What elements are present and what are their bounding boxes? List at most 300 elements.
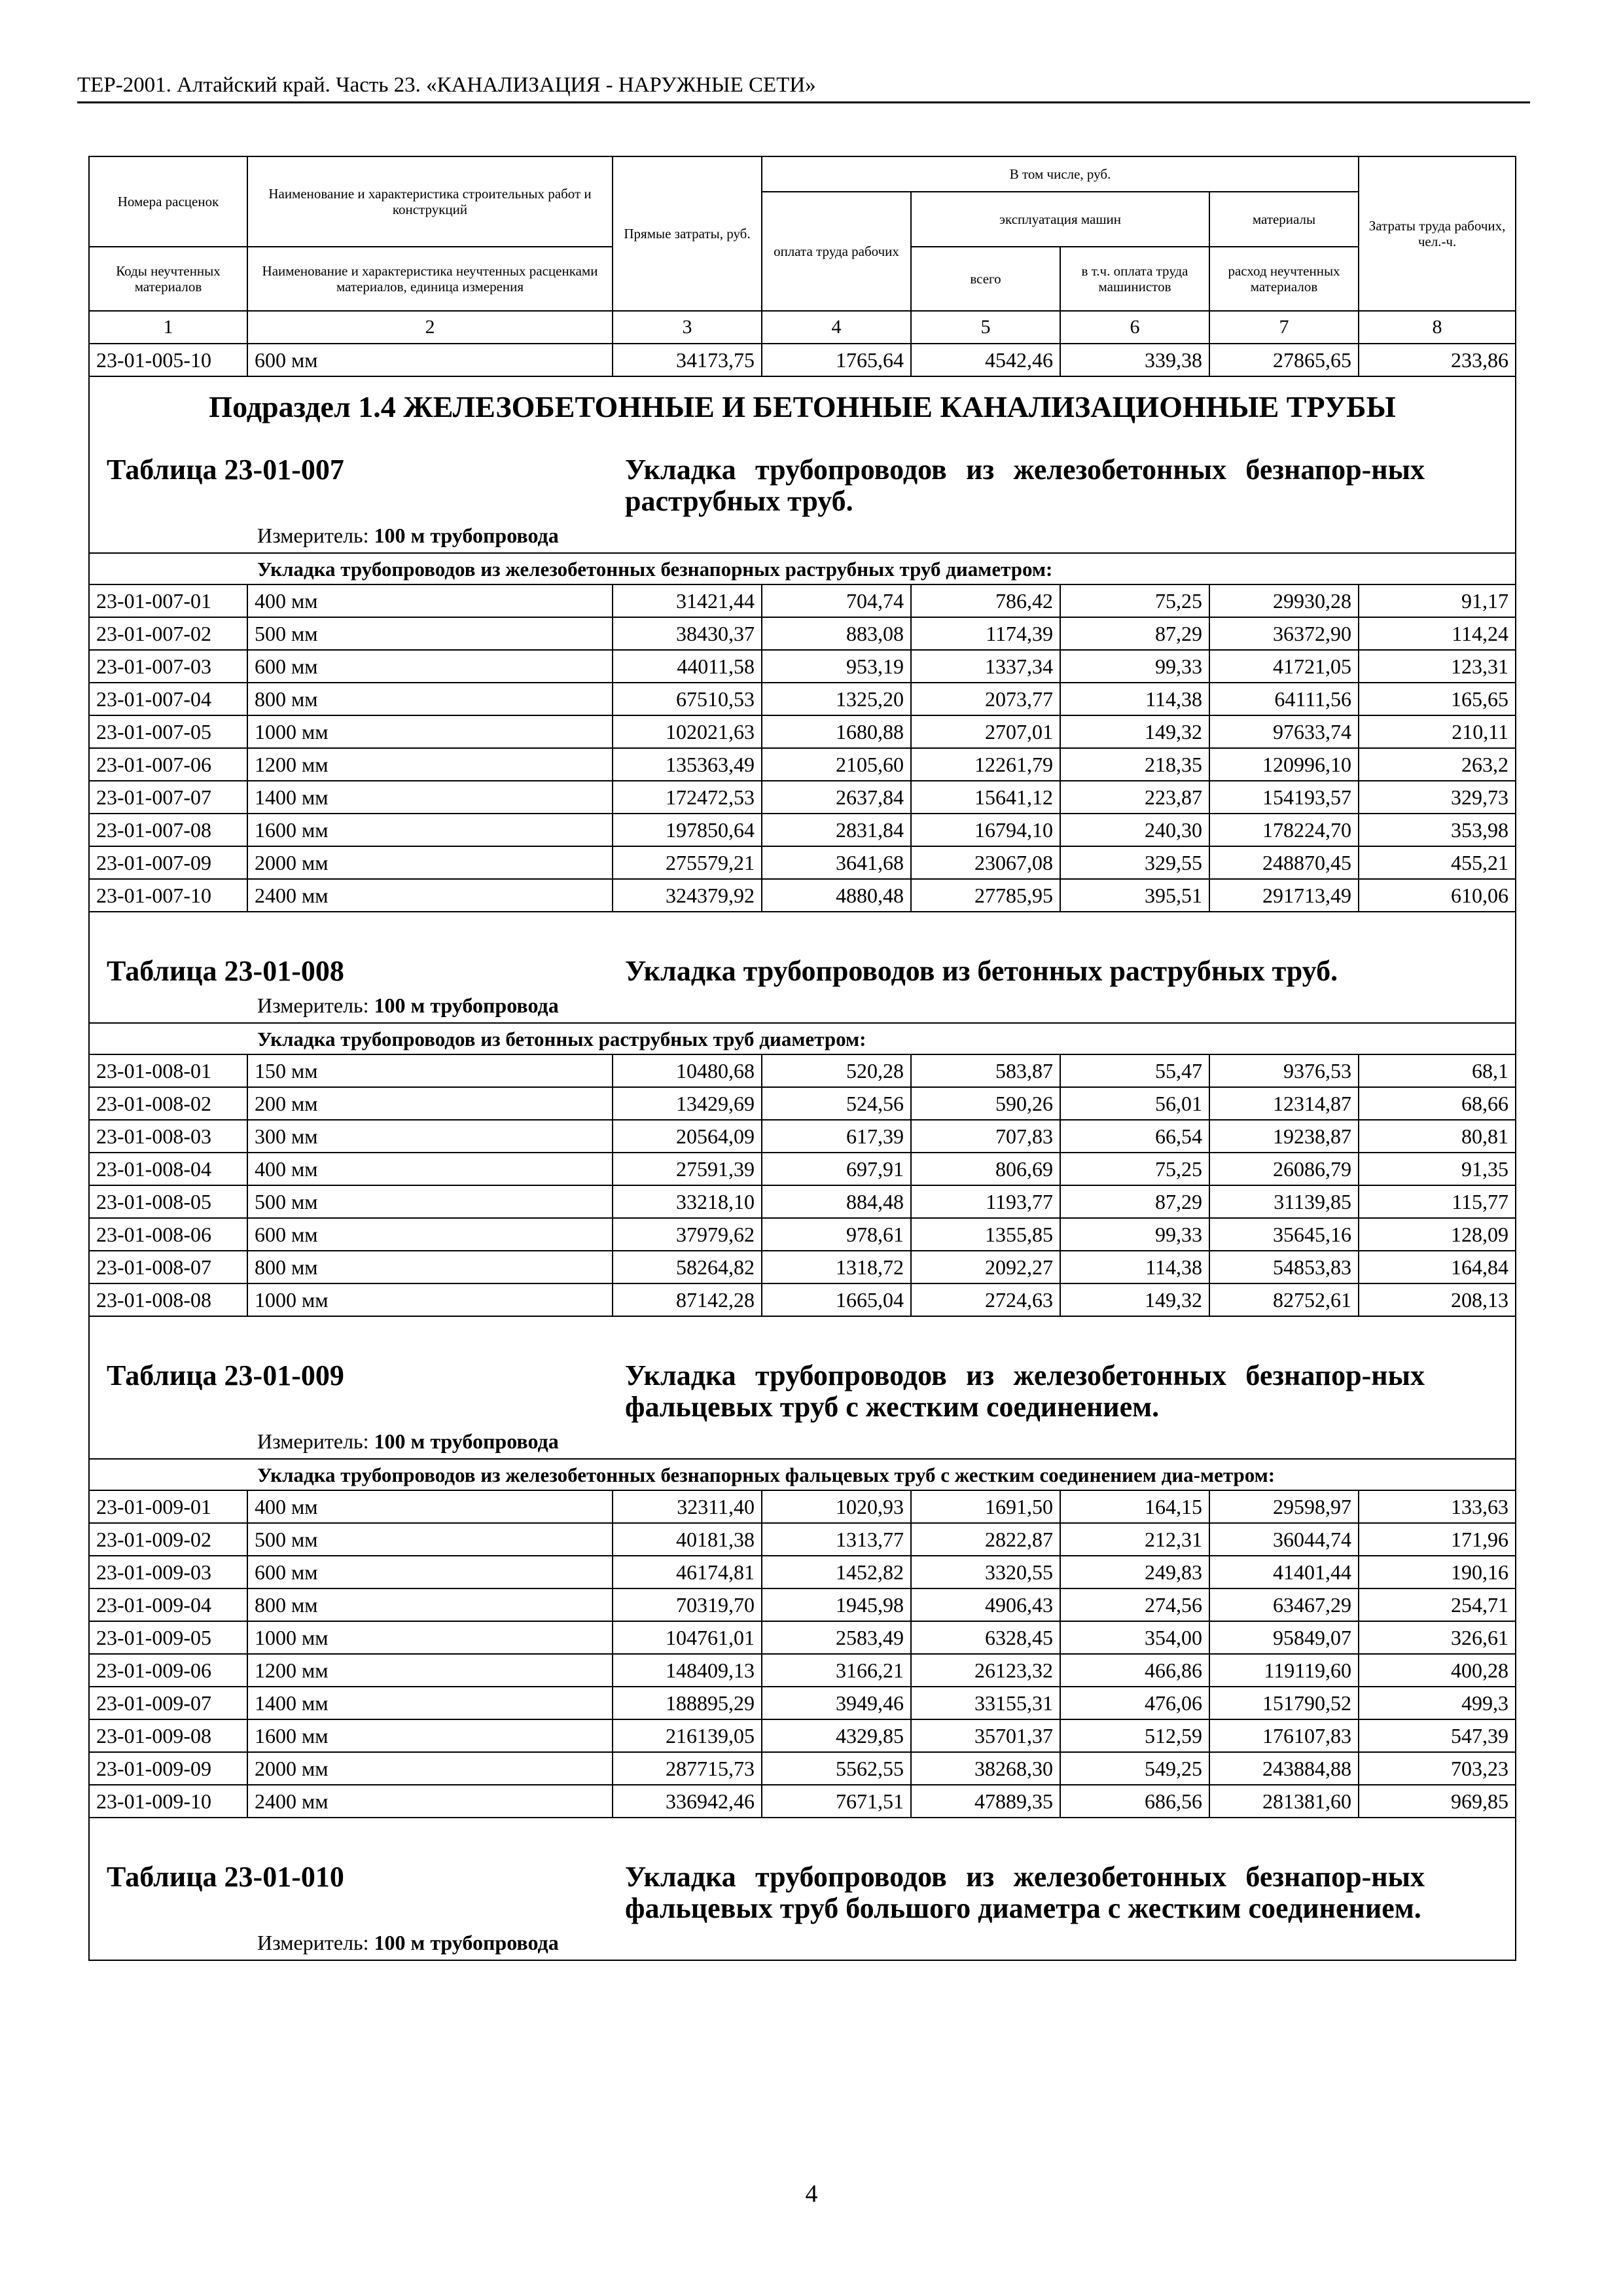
col-head-incl: В том числе, руб. <box>762 156 1359 192</box>
cell-name: 2400 мм <box>247 879 613 912</box>
cell-machinists: 212,31 <box>1060 1523 1209 1556</box>
cell-labor: 1680,88 <box>762 715 911 748</box>
cell-machinists: 686,56 <box>1060 1785 1209 1818</box>
cell-machinists: 339,38 <box>1060 344 1209 376</box>
table-row <box>89 1654 1516 1687</box>
table-row <box>89 344 1516 376</box>
cell-materials: 54853,83 <box>1209 1251 1359 1283</box>
cell-machinists: 55,47 <box>1060 1054 1209 1087</box>
table-heading-block <box>90 912 1515 1022</box>
cell-materials: 26086,79 <box>1209 1153 1359 1185</box>
cell-labor: 1318,72 <box>762 1251 911 1283</box>
cell-machines: 806,69 <box>911 1153 1060 1185</box>
table-title: Укладка трубопроводов из бетонных раструбных труб. <box>625 955 1338 987</box>
cell-hours: 499,3 <box>1359 1687 1516 1719</box>
table-row <box>89 715 1516 748</box>
cell-hours: 128,09 <box>1359 1218 1516 1251</box>
cell-materials: 64111,56 <box>1209 683 1359 715</box>
cell-code: 23-01-009-03 <box>89 1556 247 1588</box>
cell-materials: 291713,49 <box>1209 879 1359 912</box>
cell-code: 23-01-009-10 <box>89 1785 247 1818</box>
cell-labor: 3641,68 <box>762 846 911 879</box>
cell-code: 23-01-007-04 <box>89 683 247 715</box>
table-row <box>89 1556 1516 1588</box>
cell-machinists: 56,01 <box>1060 1087 1209 1120</box>
table-row <box>89 1185 1516 1218</box>
cell-labor: 697,91 <box>762 1153 911 1185</box>
cell-machines: 4542,46 <box>911 344 1060 376</box>
cell-machines: 16794,10 <box>911 814 1060 846</box>
cell-code: 23-01-009-06 <box>89 1654 247 1687</box>
table-title: Укладка трубопроводов из железобетонных безнапор-ных раструбных труб. <box>625 454 1425 517</box>
cell-code: 23-01-008-05 <box>89 1185 247 1218</box>
cell-name: 400 мм <box>247 584 613 617</box>
cell-machinists: 75,25 <box>1060 584 1209 617</box>
cell-hours: 210,11 <box>1359 715 1516 748</box>
cell-code: 23-01-009-02 <box>89 1523 247 1556</box>
cell-hours: 400,28 <box>1359 1654 1516 1687</box>
col-head-hours: Затраты труда рабочих, чел.-ч. <box>1359 156 1516 311</box>
table-number: Таблица 23-01-007 <box>107 454 344 486</box>
cell-labor: 1665,04 <box>762 1283 911 1316</box>
cell-machinists: 114,38 <box>1060 1251 1209 1283</box>
cell-machines: 2822,87 <box>911 1523 1060 1556</box>
cell-machines: 33155,31 <box>911 1687 1060 1719</box>
cell-code: 23-01-009-05 <box>89 1621 247 1654</box>
measure-label: Измеритель: <box>257 1931 369 1954</box>
cell-hours: 208,13 <box>1359 1283 1516 1316</box>
measure-value: 100 м трубопровода <box>374 994 559 1017</box>
cell-direct: 70319,70 <box>613 1588 762 1621</box>
table-row <box>89 1283 1516 1316</box>
cell-direct: 87142,28 <box>613 1283 762 1316</box>
col-head-name: Наименование и характеристика строительных работ и конструкций <box>247 156 613 247</box>
cell-name: 200 мм <box>247 1087 613 1120</box>
cell-hours: 326,61 <box>1359 1621 1516 1654</box>
cell-name: 600 мм <box>247 650 613 683</box>
col-num-1: 1 <box>89 311 247 344</box>
cell-code: 23-01-009-01 <box>89 1490 247 1523</box>
cell-hours: 703,23 <box>1359 1752 1516 1785</box>
cell-hours: 68,1 <box>1359 1054 1516 1087</box>
cell-direct: 104761,01 <box>613 1621 762 1654</box>
table-row <box>89 1087 1516 1120</box>
table-row <box>89 1218 1516 1251</box>
table-number: Таблица 23-01-010 <box>107 1861 344 1893</box>
column-number-row <box>89 311 1516 344</box>
col-num-6: 6 <box>1060 311 1209 344</box>
table-row <box>89 650 1516 683</box>
cell-code: 23-01-008-08 <box>89 1283 247 1316</box>
cell-materials: 120996,10 <box>1209 748 1359 781</box>
cell-hours: 455,21 <box>1359 846 1516 879</box>
cell-machinists: 66,54 <box>1060 1120 1209 1153</box>
table-row <box>89 1054 1516 1087</box>
cell-direct: 38430,37 <box>613 617 762 650</box>
cell-hours: 164,84 <box>1359 1251 1516 1283</box>
cell-labor: 3949,46 <box>762 1687 911 1719</box>
cell-machines: 2073,77 <box>911 683 1060 715</box>
cell-hours: 165,65 <box>1359 683 1516 715</box>
table-row <box>89 1687 1516 1719</box>
cell-direct: 46174,81 <box>613 1556 762 1588</box>
cell-machinists: 149,32 <box>1060 1283 1209 1316</box>
cell-name: 1000 мм <box>247 1621 613 1654</box>
table-body <box>89 156 1516 1960</box>
col-head-codes: Коды неучтенных материалов <box>89 247 247 311</box>
header-row-1 <box>89 156 1516 192</box>
cell-machinists: 354,00 <box>1060 1621 1209 1654</box>
cell-machines: 23067,08 <box>911 846 1060 879</box>
table-row <box>89 1120 1516 1153</box>
cell-direct: 275579,21 <box>613 846 762 879</box>
cell-labor: 978,61 <box>762 1218 911 1251</box>
cell-machines: 1337,34 <box>911 650 1060 683</box>
cell-labor: 1765,64 <box>762 344 911 376</box>
cell-materials: 243884,88 <box>1209 1752 1359 1785</box>
cell-name: 1200 мм <box>247 1654 613 1687</box>
cell-labor: 2831,84 <box>762 814 911 846</box>
cell-labor: 704,74 <box>762 584 911 617</box>
cell-machines: 2707,01 <box>911 715 1060 748</box>
col-num-2: 2 <box>247 311 613 344</box>
cell-machines: 12261,79 <box>911 748 1060 781</box>
table-row <box>89 617 1516 650</box>
cell-machinists: 549,25 <box>1060 1752 1209 1785</box>
cell-labor: 2637,84 <box>762 781 911 814</box>
cell-hours: 123,31 <box>1359 650 1516 683</box>
cell-materials: 248870,45 <box>1209 846 1359 879</box>
cell-name: 1000 мм <box>247 715 613 748</box>
cell-name: 2000 мм <box>247 846 613 879</box>
table-block-row <box>89 429 1516 553</box>
cell-name: 300 мм <box>247 1120 613 1153</box>
table-row <box>89 748 1516 781</box>
cell-hours: 233,86 <box>1359 344 1516 376</box>
cell-machinists: 476,06 <box>1060 1687 1209 1719</box>
col-head-numbers: Номера расценок <box>89 156 247 247</box>
cell-hours: 91,35 <box>1359 1153 1516 1185</box>
cell-direct: 40181,38 <box>613 1523 762 1556</box>
cell-code: 23-01-007-07 <box>89 781 247 814</box>
cell-machines: 583,87 <box>911 1054 1060 1087</box>
cell-machines: 1193,77 <box>911 1185 1060 1218</box>
cell-hours: 171,96 <box>1359 1523 1516 1556</box>
table-title: Укладка трубопроводов из железобетонных безнапор-ных фальцевых труб большого диаметра с жестким соединением. <box>625 1861 1425 1924</box>
cell-labor: 524,56 <box>762 1087 911 1120</box>
col-head-machines: эксплуатация машин <box>911 192 1209 247</box>
cell-direct: 336942,46 <box>613 1785 762 1818</box>
measure-value: 100 м трубопровода <box>374 1931 559 1954</box>
table-row <box>89 781 1516 814</box>
cell-code: 23-01-007-09 <box>89 846 247 879</box>
cell-materials: 35645,16 <box>1209 1218 1359 1251</box>
cell-labor: 1313,77 <box>762 1523 911 1556</box>
cell-direct: 148409,13 <box>613 1654 762 1687</box>
cell-name: 500 мм <box>247 1523 613 1556</box>
measure-value: 100 м трубопровода <box>374 524 559 547</box>
cell-machinists: 149,32 <box>1060 715 1209 748</box>
cell-materials: 151790,52 <box>1209 1687 1359 1719</box>
cell-labor: 1945,98 <box>762 1588 911 1621</box>
cell-machinists: 99,33 <box>1060 650 1209 683</box>
cell-name: 800 мм <box>247 1251 613 1283</box>
cell-name: 1200 мм <box>247 748 613 781</box>
col-num-3: 3 <box>613 311 762 344</box>
cell-direct: 172472,53 <box>613 781 762 814</box>
cell-code: 23-01-008-07 <box>89 1251 247 1283</box>
cell-machines: 1355,85 <box>911 1218 1060 1251</box>
cell-labor: 5562,55 <box>762 1752 911 1785</box>
cell-hours: 263,2 <box>1359 748 1516 781</box>
measure-line <box>257 517 1515 548</box>
table-row <box>89 1523 1516 1556</box>
cell-labor: 1452,82 <box>762 1556 911 1588</box>
cell-direct: 33218,10 <box>613 1185 762 1218</box>
table-block-row <box>89 1316 1516 1459</box>
cell-name: 2400 мм <box>247 1785 613 1818</box>
cell-machines: 1174,39 <box>911 617 1060 650</box>
cell-code: 23-01-007-10 <box>89 879 247 912</box>
table-title: Укладка трубопроводов из железобетонных безнапор-ных фальцевых труб с жестким соединением. <box>625 1359 1425 1423</box>
subsection-row <box>89 376 1516 429</box>
cell-machines: 4906,43 <box>911 1588 1060 1621</box>
cell-direct: 216139,05 <box>613 1719 762 1752</box>
cell-direct: 135363,49 <box>613 748 762 781</box>
cell-code: 23-01-009-07 <box>89 1687 247 1719</box>
cell-labor: 884,48 <box>762 1185 911 1218</box>
table-block-row <box>89 1818 1516 1960</box>
cell-machinists: 75,25 <box>1060 1153 1209 1185</box>
cell-materials: 63467,29 <box>1209 1588 1359 1621</box>
cell-machines: 47889,35 <box>911 1785 1060 1818</box>
cell-machinists: 223,87 <box>1060 781 1209 814</box>
cell-materials: 31139,85 <box>1209 1185 1359 1218</box>
cell-direct: 67510,53 <box>613 683 762 715</box>
cell-direct: 20564,09 <box>613 1120 762 1153</box>
measure-label: Измеритель: <box>257 994 369 1017</box>
cell-machinists: 218,35 <box>1060 748 1209 781</box>
cell-labor: 4880,48 <box>762 879 911 912</box>
cell-code: 23-01-009-09 <box>89 1752 247 1785</box>
cell-code: 23-01-009-08 <box>89 1719 247 1752</box>
cell-hours: 547,39 <box>1359 1719 1516 1752</box>
col-num-5: 5 <box>911 311 1060 344</box>
price-table <box>88 156 1516 1961</box>
cell-direct: 34173,75 <box>613 344 762 376</box>
cell-name: 800 мм <box>247 683 613 715</box>
cell-hours: 114,24 <box>1359 617 1516 650</box>
cell-direct: 44011,58 <box>613 650 762 683</box>
group-heading: Укладка трубопроводов из бетонных раструбных труб диаметром: <box>89 1023 1516 1054</box>
cell-machinists: 466,86 <box>1060 1654 1209 1687</box>
col-head-direct: Прямые затраты, руб. <box>613 156 762 311</box>
cell-code: 23-01-008-01 <box>89 1054 247 1087</box>
cell-direct: 32311,40 <box>613 1490 762 1523</box>
cell-materials: 41401,44 <box>1209 1556 1359 1588</box>
cell-code: 23-01-008-06 <box>89 1218 247 1251</box>
table-row <box>89 879 1516 912</box>
cell-code: 23-01-007-01 <box>89 584 247 617</box>
cell-name: 1600 мм <box>247 1719 613 1752</box>
cell-machinists: 249,83 <box>1060 1556 1209 1588</box>
cell-labor: 617,39 <box>762 1120 911 1153</box>
cell-materials: 176107,83 <box>1209 1719 1359 1752</box>
cell-code: 23-01-007-03 <box>89 650 247 683</box>
cell-materials: 29598,97 <box>1209 1490 1359 1523</box>
table-number: Таблица 23-01-009 <box>107 1359 344 1391</box>
cell-code: 23-01-005-10 <box>89 344 247 376</box>
cell-materials: 36372,90 <box>1209 617 1359 650</box>
cell-code: 23-01-008-04 <box>89 1153 247 1185</box>
cell-machines: 2092,27 <box>911 1251 1060 1283</box>
group-heading: Укладка трубопроводов из железобетонных безнапорных раструбных труб диаметром: <box>89 553 1516 584</box>
cell-code: 23-01-008-02 <box>89 1087 247 1120</box>
cell-materials: 97633,74 <box>1209 715 1359 748</box>
cell-name: 500 мм <box>247 617 613 650</box>
cell-direct: 37979,62 <box>613 1218 762 1251</box>
cell-name: 1400 мм <box>247 1687 613 1719</box>
cell-code: 23-01-009-04 <box>89 1588 247 1621</box>
cell-machinists: 512,59 <box>1060 1719 1209 1752</box>
cell-direct: 287715,73 <box>613 1752 762 1785</box>
cell-direct: 324379,92 <box>613 879 762 912</box>
price-table-document <box>88 156 1515 1961</box>
subsection-title: Подраздел 1.4 ЖЕЛЕЗОБЕТОННЫЕ И БЕТОННЫЕ КАНАЛИЗАЦИОННЫЕ ТРУБЫ <box>209 390 1396 423</box>
table-row <box>89 1752 1516 1785</box>
cell-materials: 19238,87 <box>1209 1120 1359 1153</box>
cell-materials: 154193,57 <box>1209 781 1359 814</box>
cell-name: 800 мм <box>247 1588 613 1621</box>
cell-direct: 31421,44 <box>613 584 762 617</box>
cell-materials: 281381,60 <box>1209 1785 1359 1818</box>
col-head-name2: Наименование и характеристика неучтенных расценками материалов, единица измерения <box>247 247 613 311</box>
cell-direct: 58264,82 <box>613 1251 762 1283</box>
table-row <box>89 683 1516 715</box>
col-num-7: 7 <box>1209 311 1359 344</box>
col-head-total: всего <box>911 247 1060 311</box>
cell-hours: 68,66 <box>1359 1087 1516 1120</box>
measure-line <box>257 1423 1515 1454</box>
table-block-row <box>89 912 1516 1023</box>
cell-code: 23-01-007-05 <box>89 715 247 748</box>
cell-materials: 41721,05 <box>1209 650 1359 683</box>
group-heading-row <box>89 1023 1516 1054</box>
col-head-labor: оплата труда рабочих <box>762 192 911 311</box>
cell-machines: 35701,37 <box>911 1719 1060 1752</box>
col-num-4: 4 <box>762 311 911 344</box>
cell-machinists: 114,38 <box>1060 683 1209 715</box>
cell-machinists: 240,30 <box>1060 814 1209 846</box>
cell-direct: 188895,29 <box>613 1687 762 1719</box>
table-row <box>89 1588 1516 1621</box>
cell-name: 600 мм <box>247 1218 613 1251</box>
cell-hours: 329,73 <box>1359 781 1516 814</box>
cell-labor: 3166,21 <box>762 1654 911 1687</box>
cell-materials: 12314,87 <box>1209 1087 1359 1120</box>
cell-machines: 3320,55 <box>911 1556 1060 1588</box>
measure-line <box>257 1924 1515 1956</box>
col-head-materials: материалы <box>1209 192 1359 247</box>
cell-labor: 2105,60 <box>762 748 911 781</box>
cell-name: 1400 мм <box>247 781 613 814</box>
cell-materials: 95849,07 <box>1209 1621 1359 1654</box>
cell-code: 23-01-007-08 <box>89 814 247 846</box>
cell-machinists: 164,15 <box>1060 1490 1209 1523</box>
cell-machines: 26123,32 <box>911 1654 1060 1687</box>
cell-name: 2000 мм <box>247 1752 613 1785</box>
cell-machinists: 99,33 <box>1060 1218 1209 1251</box>
cell-materials: 29930,28 <box>1209 584 1359 617</box>
cell-direct: 27591,39 <box>613 1153 762 1185</box>
table-number: Таблица 23-01-008 <box>107 955 344 987</box>
group-heading: Укладка трубопроводов из железобетонных безнапорных фальцевых труб с жестким соединением диа-метром: <box>89 1459 1516 1490</box>
cell-name: 1000 мм <box>247 1283 613 1316</box>
cell-machinists: 87,29 <box>1060 617 1209 650</box>
cell-materials: 27865,65 <box>1209 344 1359 376</box>
cell-labor: 953,19 <box>762 650 911 683</box>
cell-labor: 1020,93 <box>762 1490 911 1523</box>
cell-materials: 9376,53 <box>1209 1054 1359 1087</box>
group-heading-row <box>89 1459 1516 1490</box>
cell-machines: 27785,95 <box>911 879 1060 912</box>
cell-machines: 6328,45 <box>911 1621 1060 1654</box>
cell-machines: 707,83 <box>911 1120 1060 1153</box>
cell-labor: 2583,49 <box>762 1621 911 1654</box>
cell-machinists: 274,56 <box>1060 1588 1209 1621</box>
running-header: ТЕР-2001. Алтайский край. Часть 23. «КАНАЛИЗАЦИЯ - НАРУЖНЫЕ СЕТИ» <box>77 73 1530 103</box>
cell-hours: 610,06 <box>1359 879 1516 912</box>
cell-labor: 883,08 <box>762 617 911 650</box>
cell-materials: 82752,61 <box>1209 1283 1359 1316</box>
measure-value: 100 м трубопровода <box>374 1429 559 1453</box>
table-row <box>89 584 1516 617</box>
cell-machines: 38268,30 <box>911 1752 1060 1785</box>
cell-labor: 4329,85 <box>762 1719 911 1752</box>
table-row <box>89 1251 1516 1283</box>
cell-name: 1600 мм <box>247 814 613 846</box>
cell-direct: 102021,63 <box>613 715 762 748</box>
cell-hours: 115,77 <box>1359 1185 1516 1218</box>
measure-line <box>257 987 1515 1018</box>
page-number: 4 <box>805 2180 818 2208</box>
cell-machines: 2724,63 <box>911 1283 1060 1316</box>
cell-hours: 969,85 <box>1359 1785 1516 1818</box>
group-heading-row <box>89 553 1516 584</box>
table-row <box>89 1785 1516 1818</box>
measure-label: Измеритель: <box>257 1429 369 1453</box>
table-heading-block <box>90 429 1515 552</box>
cell-direct: 10480,68 <box>613 1054 762 1087</box>
cell-materials: 36044,74 <box>1209 1523 1359 1556</box>
col-head-unaccounted: расход неучтенных материалов <box>1209 247 1359 311</box>
table-heading-block <box>90 1317 1515 1458</box>
cell-hours: 254,71 <box>1359 1588 1516 1621</box>
cell-hours: 80,81 <box>1359 1120 1516 1153</box>
table-row <box>89 814 1516 846</box>
cell-direct: 13429,69 <box>613 1087 762 1120</box>
col-num-8: 8 <box>1359 311 1516 344</box>
table-row <box>89 846 1516 879</box>
cell-name: 400 мм <box>247 1490 613 1523</box>
cell-hours: 133,63 <box>1359 1490 1516 1523</box>
cell-name: 150 мм <box>247 1054 613 1087</box>
cell-machines: 590,26 <box>911 1087 1060 1120</box>
cell-name: 500 мм <box>247 1185 613 1218</box>
cell-hours: 91,17 <box>1359 584 1516 617</box>
cell-code: 23-01-007-02 <box>89 617 247 650</box>
cell-machinists: 395,51 <box>1060 879 1209 912</box>
